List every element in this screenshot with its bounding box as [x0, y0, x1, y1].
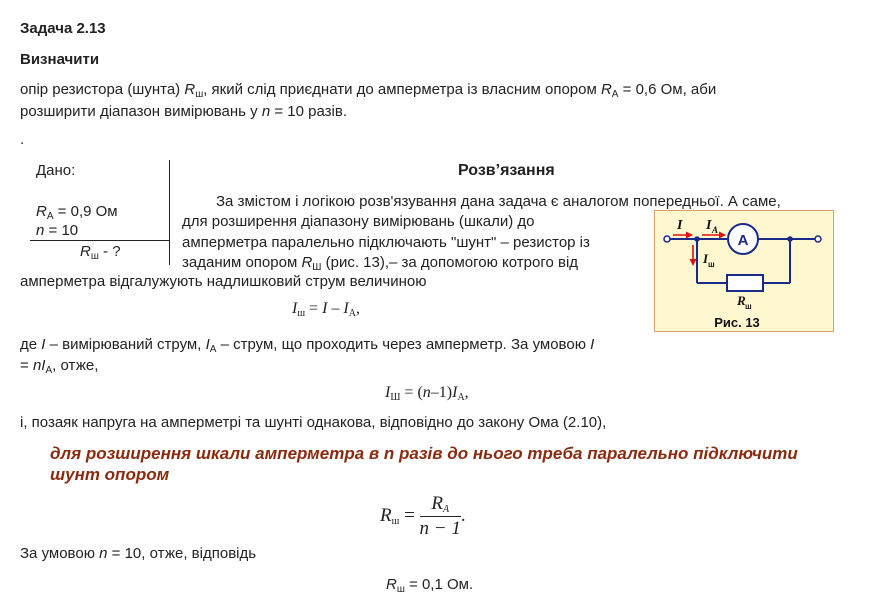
terminal-left	[664, 236, 670, 242]
problem-line-1	[20, 81, 716, 100]
solution-line-2: для розширення діапазону вимірювань (шкали) до	[182, 213, 535, 230]
subscript: Ш	[312, 262, 322, 273]
solution-text: = 10, отже, відповідь	[107, 545, 257, 562]
label-ia-sub: A	[712, 225, 719, 235]
var-n: n	[99, 545, 108, 562]
given-divider	[30, 240, 170, 241]
label-ia: I	[706, 218, 712, 233]
var-n: n	[261, 103, 271, 120]
subscript: ш	[391, 515, 400, 527]
var-r: R	[380, 504, 392, 526]
highlight-line-1: для розширення шкали амперметра в n разів до нього треба паралельно підключити	[50, 444, 798, 463]
answer-value: = 0,1 Ом.	[404, 576, 474, 593]
shunt-resistor-icon	[727, 275, 763, 291]
problem-text-1: опір резистора (шунта)	[20, 81, 185, 98]
var-n: n	[36, 222, 45, 239]
eq-part: –1)	[430, 384, 453, 401]
subscript: A	[442, 504, 450, 515]
var-i: I	[385, 384, 391, 401]
given-n-value: = 10	[44, 222, 79, 239]
subscript: ш	[297, 308, 306, 319]
subscript: Ш	[390, 392, 401, 403]
comma: ,	[464, 384, 469, 401]
given-find	[80, 243, 121, 262]
arrow-head	[686, 232, 693, 239]
solution-line-1: За змістом і логікою розв'язування дана задача є аналогом попередньої. А саме,	[216, 193, 781, 210]
label-ish-sub: ш	[708, 260, 715, 269]
solution-line-3: амперметра паралельно підключають "шунт" – резистор із	[182, 234, 590, 251]
given-ra	[36, 203, 118, 222]
figure-caption: Рис. 13	[714, 315, 760, 330]
eq-sign: =	[399, 504, 420, 526]
subscript: А	[46, 211, 54, 222]
var-r: R	[431, 493, 443, 514]
subscript: А	[611, 89, 619, 100]
label-rsh: R	[737, 293, 746, 308]
problem-text-3: = 0,6 Ом, аби	[618, 81, 717, 98]
given-n	[36, 222, 78, 239]
subscript: ш	[90, 251, 99, 262]
solution-line-6	[20, 336, 594, 355]
var-i: I	[41, 336, 46, 353]
solution-line-4	[182, 254, 578, 273]
label-rsh-sub: ш	[745, 302, 752, 311]
var-r: R	[301, 254, 313, 271]
task-title: Задача 2.13	[20, 20, 106, 37]
solution-text: де	[20, 336, 42, 353]
arrow-head	[690, 259, 697, 266]
minus-sign: –	[327, 300, 344, 317]
subscript: ш	[195, 89, 204, 100]
answer	[386, 576, 473, 595]
var-r: R	[386, 576, 397, 593]
problem-line-2	[20, 103, 347, 120]
eq-sign: = (	[400, 384, 423, 401]
equation-1	[292, 300, 360, 319]
comma: ,	[355, 300, 360, 317]
solution-title: Розв’язання	[458, 162, 555, 179]
var-ni: nI	[32, 357, 46, 374]
var-r: R	[600, 81, 612, 98]
separator-dot: .	[20, 131, 25, 148]
subscript: А	[348, 308, 356, 319]
solution-text: (рис. 13),– за допомогою котрого від	[321, 254, 579, 271]
var-n: n	[422, 384, 431, 401]
eq-sign: =	[305, 300, 323, 317]
var-i: I	[322, 300, 328, 317]
var-r: R	[80, 243, 91, 260]
solution-text: За умовою	[20, 545, 100, 562]
fraction-numerator	[420, 493, 461, 517]
var-r: R	[36, 203, 47, 220]
label-ish: I	[703, 251, 709, 266]
problem-text-2: , який слід приєднати до амперметра із власним опором	[203, 81, 601, 98]
solution-text: – вимірюваний струм,	[45, 336, 206, 353]
problem-text-4: розширити діапазон вимірювань у	[20, 103, 262, 120]
highlight-line-2: шунт опором	[50, 465, 170, 484]
var-i: I	[590, 336, 595, 353]
var-r: R	[184, 81, 196, 98]
given-ra-value: = 0,9 Ом	[53, 203, 118, 220]
arrow-head	[719, 232, 726, 239]
label-i: I	[677, 218, 683, 233]
solution-text: =	[20, 357, 33, 374]
given-label: Дано:	[36, 162, 76, 179]
given-vertical-divider	[169, 160, 170, 265]
subscript: ш	[396, 584, 405, 595]
solution-text: – струм, що проходить через амперметр. За умовою	[216, 336, 591, 353]
subscript: А	[45, 365, 53, 376]
terminal-right	[815, 236, 821, 242]
solution-line-7	[20, 357, 98, 376]
fraction	[420, 493, 461, 540]
solution-text: заданим опором	[182, 254, 302, 271]
given-find-value: - ?	[98, 243, 121, 260]
var-i: I	[205, 336, 210, 353]
equation-3	[380, 493, 466, 540]
var-i: I	[452, 384, 458, 401]
subscript: А	[209, 344, 217, 355]
solution-line-5: амперметра відгалужують надлишковий струм величиною	[20, 273, 427, 290]
subscript: А	[457, 392, 465, 403]
var-i: I	[343, 300, 349, 317]
period: .	[460, 504, 466, 526]
figure-13	[654, 210, 834, 332]
solution-line-9	[20, 545, 256, 562]
var-i: I	[292, 300, 298, 317]
circuit-diagram	[655, 211, 835, 333]
solution-line-8: і, позаяк напруга на амперметрі та шунті однакова, відповідно до закону Ома (2.10),	[20, 414, 607, 431]
define-label: Визначити	[20, 51, 100, 68]
ammeter-label: A	[737, 232, 749, 249]
equation-2	[385, 384, 469, 403]
solution-text: , отже,	[52, 357, 99, 374]
fraction-denominator: n − 1	[419, 518, 461, 539]
problem-text-5: = 10 разів.	[270, 103, 347, 120]
